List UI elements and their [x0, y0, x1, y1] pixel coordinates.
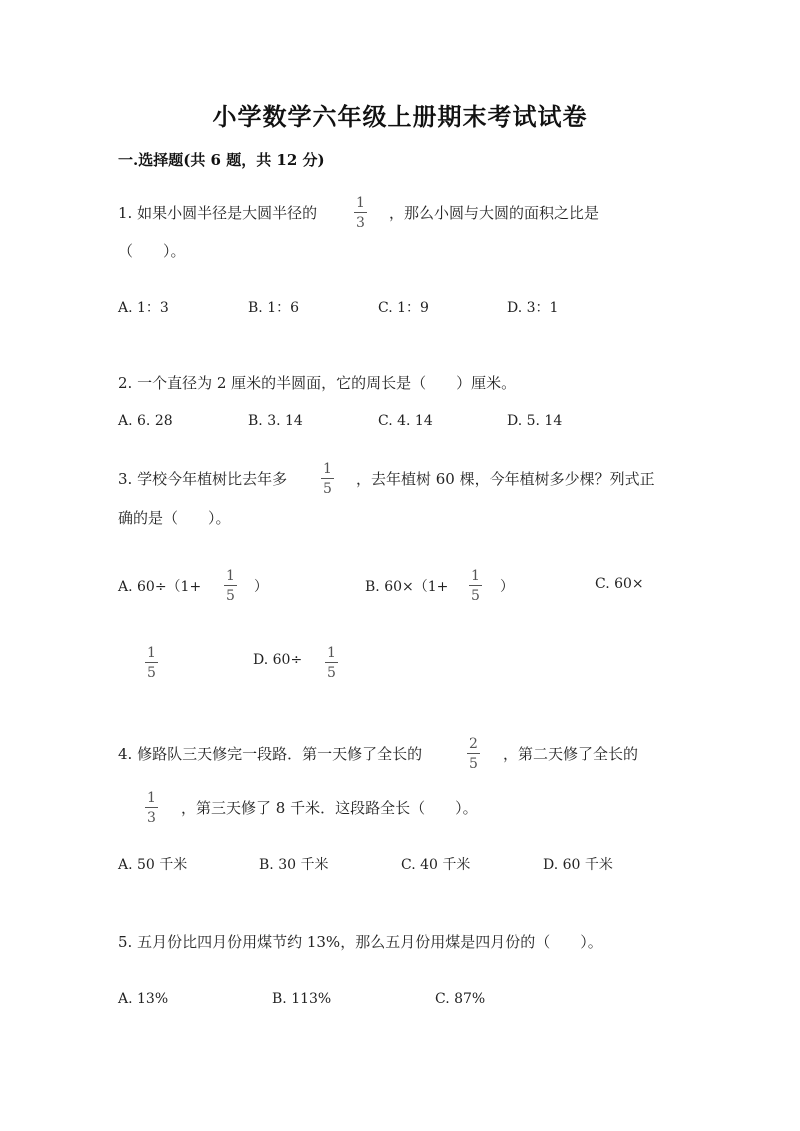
q1-option-b[interactable]: B. 1：6	[248, 300, 300, 316]
fraction-denominator: 5	[145, 662, 158, 680]
q2-option-b[interactable]: B. 3. 14	[248, 413, 303, 429]
q2-option-c[interactable]: C. 4. 14	[378, 413, 433, 429]
q3-option-d-fraction	[325, 646, 338, 680]
q2-option-d[interactable]: D. 5. 14	[507, 413, 563, 429]
q2-option-a[interactable]: A. 6. 28	[118, 413, 173, 429]
q4-option-c[interactable]: C. 40 千米	[401, 857, 471, 873]
question-3-blank: 确的是（ ）。	[118, 509, 231, 527]
fraction-numerator: 1	[327, 645, 336, 661]
q3-option-b-close: ）	[500, 579, 514, 595]
q3-option-d-text: D. 60÷	[253, 652, 303, 668]
q1-option-c[interactable]: C. 1：9	[378, 300, 429, 316]
q5-option-b[interactable]: B. 113%	[272, 991, 332, 1007]
fraction-numerator: 1	[471, 568, 480, 584]
q1-option-a[interactable]: A. 1：3	[118, 300, 169, 316]
question-4-fraction-1	[467, 737, 480, 771]
fraction-numerator: 1	[147, 645, 156, 661]
fraction-denominator: 5	[469, 585, 482, 603]
question-4-fraction-2	[145, 791, 158, 825]
question-3-fraction	[321, 462, 334, 496]
q3-option-a-close: ）	[254, 579, 268, 595]
question-2-text: 2. 一个直径为 2 厘米的半圆面，它的周长是（ ）厘米。	[118, 374, 517, 392]
question-1-text: 1. 如果小圆半径是大圆半径的	[118, 204, 318, 222]
page-title: 小学数学六年级上册期末考试试卷	[212, 102, 588, 131]
fraction-denominator: 3	[145, 807, 158, 825]
q4-option-a[interactable]: A. 50 千米	[118, 857, 188, 873]
fraction-denominator: 5	[321, 478, 334, 496]
q3-option-b-fraction	[469, 569, 482, 603]
q3-option-c-fraction	[145, 646, 158, 680]
question-3-text: 3. 学校今年植树比去年多	[118, 470, 288, 488]
q5-option-c[interactable]: C. 87%	[435, 991, 486, 1007]
fraction-numerator: 1	[356, 195, 365, 211]
question-1-blank: （ ）。	[118, 242, 186, 260]
q3-option-c-text: C. 60×	[595, 576, 644, 592]
q4-option-d[interactable]: D. 60 千米	[543, 857, 613, 873]
fraction-numerator: 1	[323, 461, 332, 477]
section-heading: 一.选择题(共 6 题，共 12 分)	[118, 151, 325, 169]
fraction-denominator: 5	[325, 662, 338, 680]
q3-option-a-fraction	[224, 569, 237, 603]
question-3-text-cont: ，去年植树 60 棵，今年植树多少棵？列式正	[356, 470, 655, 488]
question-4-line-2: ，第三天修了 8 千米．这段路全长（ ）。	[181, 799, 478, 817]
question-4-text: 4. 修路队三天修完一段路．第一天修了全长的	[118, 745, 423, 763]
fraction-denominator: 3	[354, 212, 367, 230]
q1-option-d[interactable]: D. 3：1	[507, 300, 559, 316]
question-4-text-cont: ，第二天修了全长的	[503, 745, 639, 763]
fraction-denominator: 5	[224, 585, 237, 603]
q3-option-b-text: B. 60×（1+	[365, 579, 449, 595]
fraction-numerator: 1	[147, 790, 156, 806]
question-5-text: 5. 五月份比四月份用煤节约 13%，那么五月份用煤是四月份的（ ）。	[118, 933, 603, 951]
q4-option-b[interactable]: B. 30 千米	[259, 857, 329, 873]
fraction-denominator: 5	[467, 753, 480, 771]
question-1-fraction	[354, 196, 367, 230]
q3-option-a-text: A. 60÷（1+	[118, 579, 202, 595]
fraction-numerator: 2	[469, 736, 478, 752]
fraction-numerator: 1	[226, 568, 235, 584]
question-1-text-cont: ，那么小圆与大圆的面积之比是	[389, 204, 600, 222]
q5-option-a[interactable]: A. 13%	[118, 991, 169, 1007]
